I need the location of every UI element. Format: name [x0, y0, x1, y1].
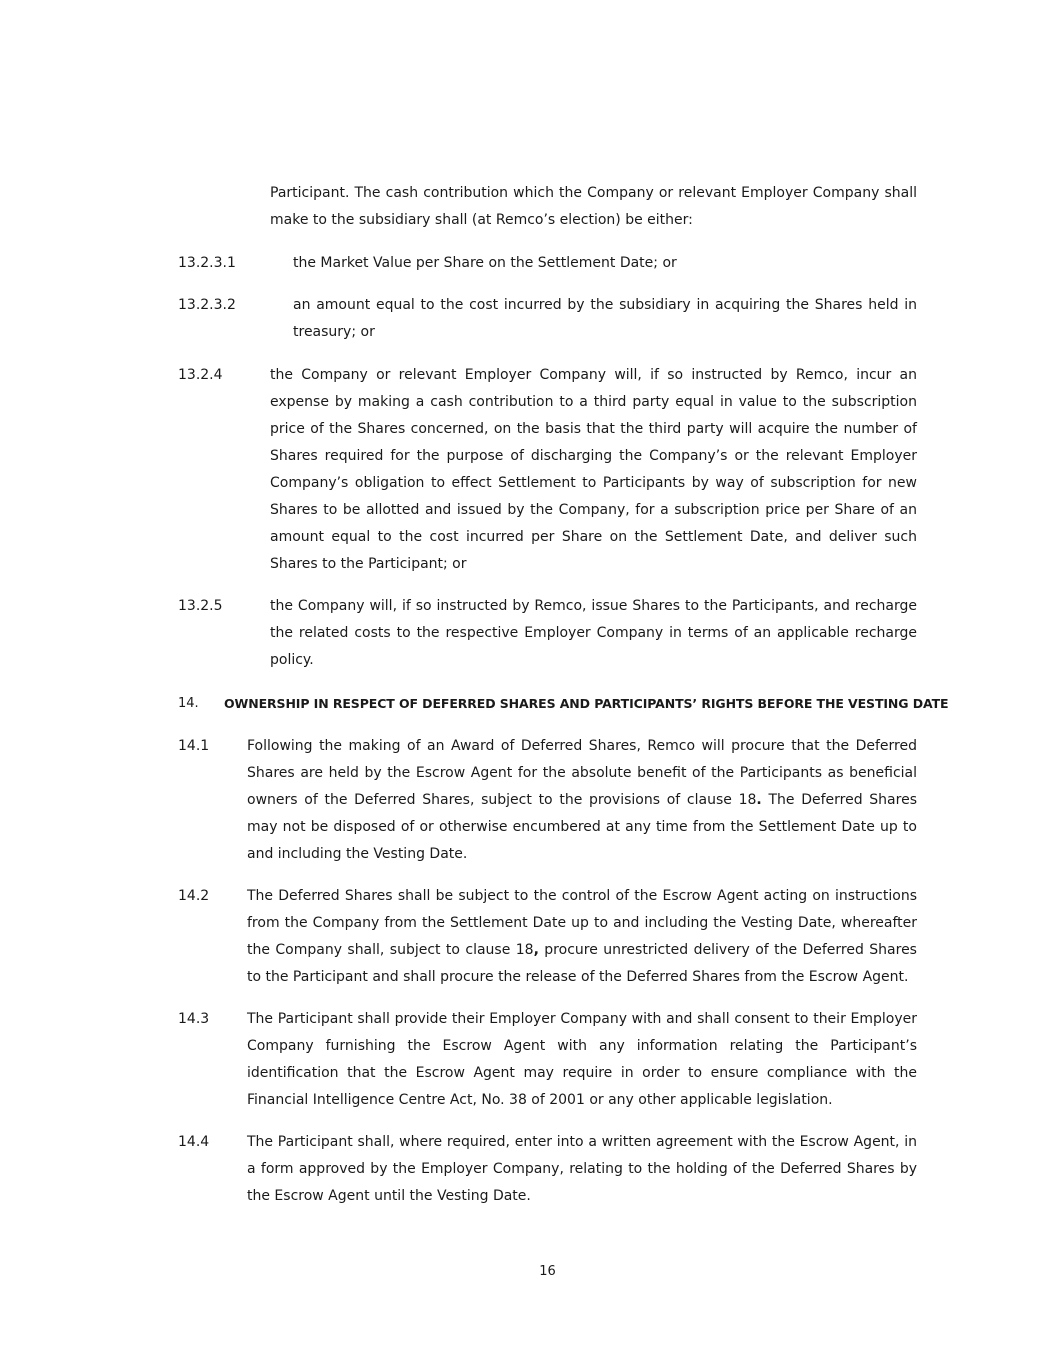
clause-text: the Company or relevant Employer Company will, if so instructed by Remco, incur an expense by making a cash contribution to a third party equal in value to the subscription price of the Shares concerned, on the basis that the third party will acquire the number of Shares required for the purpose of discharging the Company’s or the relevant Employer Company’s obligation to effect Settlement to Participants by way of subscription for new Shares to be allotted and issued by the Company, for a subscription price per Share of an amount equal to the cost incurred per Share on the Settlement Date, and deliver such Shares to the Participant; or [270, 367, 917, 572]
clause-text: The Participant shall, where required, enter into a written agreement with the Escrow Agent, in a form approved by the Employer Company, relating to the holding of the Deferred Shares by the Escrow Agent until the Vesting Date. [247, 1134, 917, 1204]
clause-text [247, 733, 917, 868]
bold-punctuation: . [756, 792, 762, 808]
clause-number: 14.1 [178, 738, 210, 754]
continuation-paragraph: Participant. The cash contribution which the Company or relevant Employer Company shall make to the subsidiary shall (at Remco’s election) be either: [270, 185, 917, 228]
clause-text: The Participant shall provide their Employer Company with and shall consent to their Employer Company furnishing the Escrow Agent with any information relating the Participant’s identification that the Escrow Agent may require in order to ensure compliance with the Financial Intelligence Centre Act, No. 38 of 2001 or any other applicable legislation. [247, 1011, 917, 1108]
clause-number: 14.2 [178, 888, 210, 904]
clause-text: an amount equal to the cost incurred by the subsidiary in acquiring the Shares held in treasury; or [293, 297, 917, 340]
page-number: 16 [539, 1264, 556, 1279]
clause-text-part: The Deferred Shares shall be subject to the control of the Escrow Agent acting on instructions from the Company from the Settlement Date up to and including the Vesting Date, whereafter the Company shall, subject to clause 18 [247, 888, 917, 958]
clause-number: 13.2.3.1 [178, 255, 236, 271]
clause-number: 13.2.3.2 [178, 297, 236, 313]
bold-punctuation: , [533, 942, 539, 958]
section-heading: OWNERSHIP IN RESPECT OF DEFERRED SHARES AND PARTICIPANTS’ RIGHTS BEFORE THE VESTING DATE [224, 696, 949, 711]
clause-text: the Market Value per Share on the Settlement Date; or [293, 255, 677, 271]
clause-text: the Company will, if so instructed by Remco, issue Shares to the Participants, and recharge the related costs to the respective Employer Company in terms of an applicable recharge policy. [270, 598, 917, 668]
clause-number: 13.2.5 [178, 598, 223, 614]
clause-number: 13.2.4 [178, 367, 223, 383]
clause-text [247, 883, 917, 991]
clause-text-part: procure unrestricted delivery of the Deferred Shares to the Participant and shall procure the release of the Deferred Shares from the Escrow Agent. [247, 942, 917, 985]
clause-number: 14.4 [178, 1134, 210, 1150]
section-number: 14. [178, 696, 199, 711]
clause-text-part: Following the making of an Award of Deferred Shares, Remco will procure that the Deferred Shares are held by the Escrow Agent for the absolute benefit of the Participants as beneficial owners of the Deferred Shares, subject to the provisions of clause 18 [247, 738, 917, 808]
clause-number: 14.3 [178, 1011, 210, 1027]
clause-text-part: The Deferred Shares may not be disposed of or otherwise encumbered at any time from the Settlement Date up to and including the Vesting Date. [247, 792, 917, 862]
